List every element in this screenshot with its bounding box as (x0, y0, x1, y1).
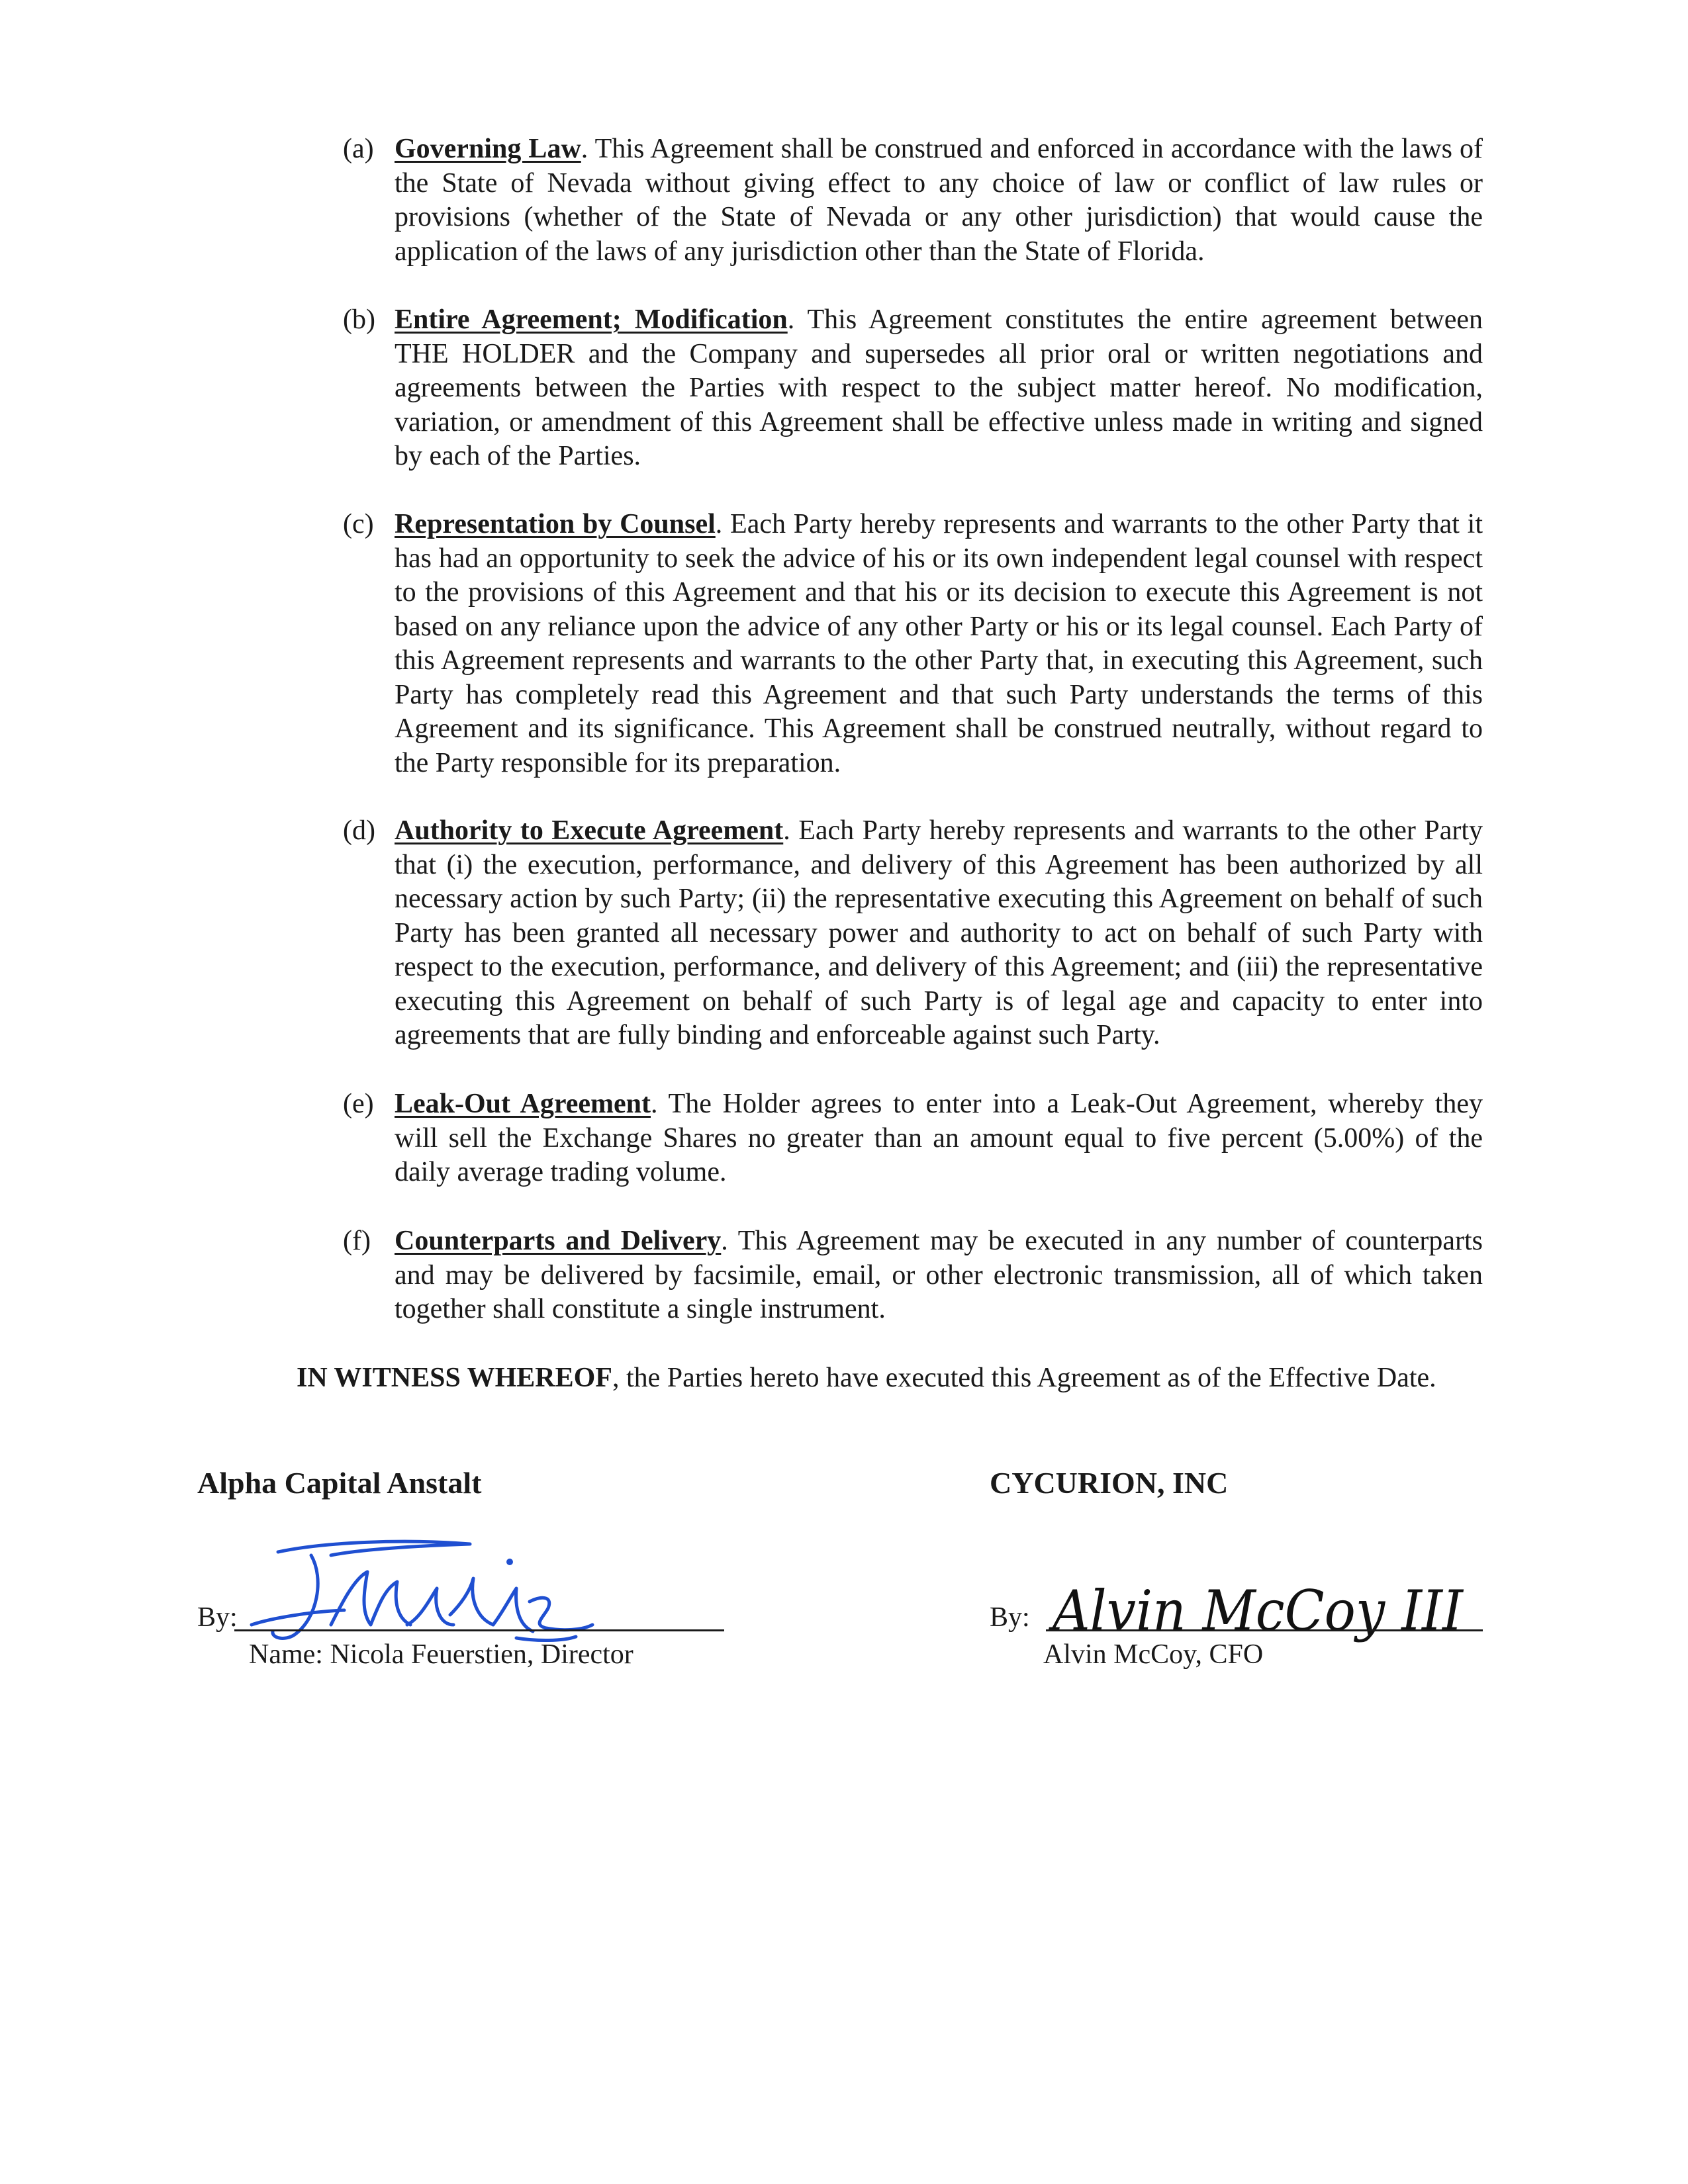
signatory-name-right: Alvin McCoy, CFO (1043, 1639, 1264, 1670)
clause-body (395, 303, 1483, 474)
clause-text: . Each Party hereby represents and warrants to the other Party that (i) the execution, performance, and delivery of this Agreement has been authorized by all necessary action by such Party; (ii) the representative executing this Agreement on behalf of such Party has been granted all necessary power and authority to act on behalf of such Party with respect to the execution, performance, and delivery of this Agreement; and (iii) the representative executing this Agreement on behalf of such Party is of legal age and capacity to enter into agreements that are fully binding and enforceable against such Party. (395, 815, 1483, 1050)
clause-heading: Leak-Out Agreement (395, 1089, 651, 1119)
clause-body (395, 814, 1483, 1053)
clause-text: . This Agreement may be executed in any number of counterparts and may be delivered by facsimile, email, or other electronic transmission, all of which taken together shall constitute a single instrument. (395, 1226, 1483, 1324)
party-name-right: CYCURION, INC (990, 1466, 1229, 1500)
svg-text:Alvin McCoy III: Alvin McCoy III (1048, 1578, 1464, 1643)
clause-label: (f) (343, 1226, 371, 1256)
clause-heading: Counterparts and Delivery (395, 1226, 722, 1256)
clause-governing-law (343, 132, 1483, 269)
by-label-right: By: (990, 1602, 1030, 1633)
clause-body (395, 1224, 1483, 1327)
witness-text: , the Parties hereto have executed this Agreement as of the Effective Date. (612, 1363, 1436, 1393)
party-name-left: Alpha Capital Anstalt (197, 1466, 482, 1500)
clause-heading: Representation by Counsel (395, 509, 716, 539)
handwritten-signature-left (232, 1525, 602, 1658)
clause-body (395, 508, 1483, 780)
clause-body (395, 132, 1483, 269)
clause-label: (c) (343, 509, 374, 539)
clause-label: (e) (343, 1089, 374, 1119)
clause-heading: Governing Law (395, 134, 581, 164)
by-label-left: By: (197, 1602, 238, 1633)
signatory-name-left: Name: Nicola Feuerstien, Director (249, 1639, 633, 1670)
witness-lead: IN WITNESS WHEREOF (297, 1363, 612, 1393)
clause-representation-by-counsel (343, 508, 1483, 780)
clause-label: (d) (343, 815, 375, 846)
clause-label: (a) (343, 134, 374, 164)
clause-leak-out (343, 1087, 1483, 1190)
clause-text: . The Holder agrees to enter into a Leak-Out Agreement, whereby they will sell the Exchange Shares no greater than an amount equal to five percent (5.00%) of the daily average trading volume. (395, 1089, 1483, 1187)
clause-entire-agreement (343, 303, 1483, 474)
signature-line-left (234, 1629, 724, 1631)
clause-text: . Each Party hereby represents and warrants to the other Party that it has had an opportunity to seek the advice of his or its own independent legal counsel with respect to the provisions of this Agreement and that his or its decision to execute this Agreement is not based on any reliance upon the advice of any other Party or his or its legal counsel. Each Party of this Agreement represents and warrants to the other Party that, in executing this Agreement, such Party has completely read this Agreement and that such Party understands the terms of this Agreement and its significance. This Agreement shall be construed neutrally, without regard to the Party responsible for its preparation. (395, 509, 1483, 778)
clause-text: . This Agreement shall be construed and enforced in accordance with the laws of the State of Nevada without giving effect to any choice of law or conflict of law rules or provisions (whether of the State of Nevada or any other jurisdiction) that would cause the application of the laws of any jurisdiction other than the State of Florida. (395, 134, 1483, 267)
clause-body (395, 1087, 1483, 1190)
clause-label: (b) (343, 304, 375, 335)
signature-line-right (1046, 1629, 1483, 1631)
clause-authority (343, 814, 1483, 1053)
witness-paragraph (197, 1361, 1483, 1395)
clause-heading: Authority to Execute Agreement (395, 815, 784, 846)
clause-text: . This Agreement constitutes the entire agreement between THE HOLDER and the Company and supersedes all prior oral or written negotiations and agreements between the Parties with respect to the subject matter hereof. No modification, variation, or amendment of this Agreement shall be effective unless made in writing and signed by each of the Parties. (395, 304, 1483, 471)
clause-heading: Entire Agreement; Modification (395, 304, 788, 335)
clause-counterparts (343, 1224, 1483, 1327)
